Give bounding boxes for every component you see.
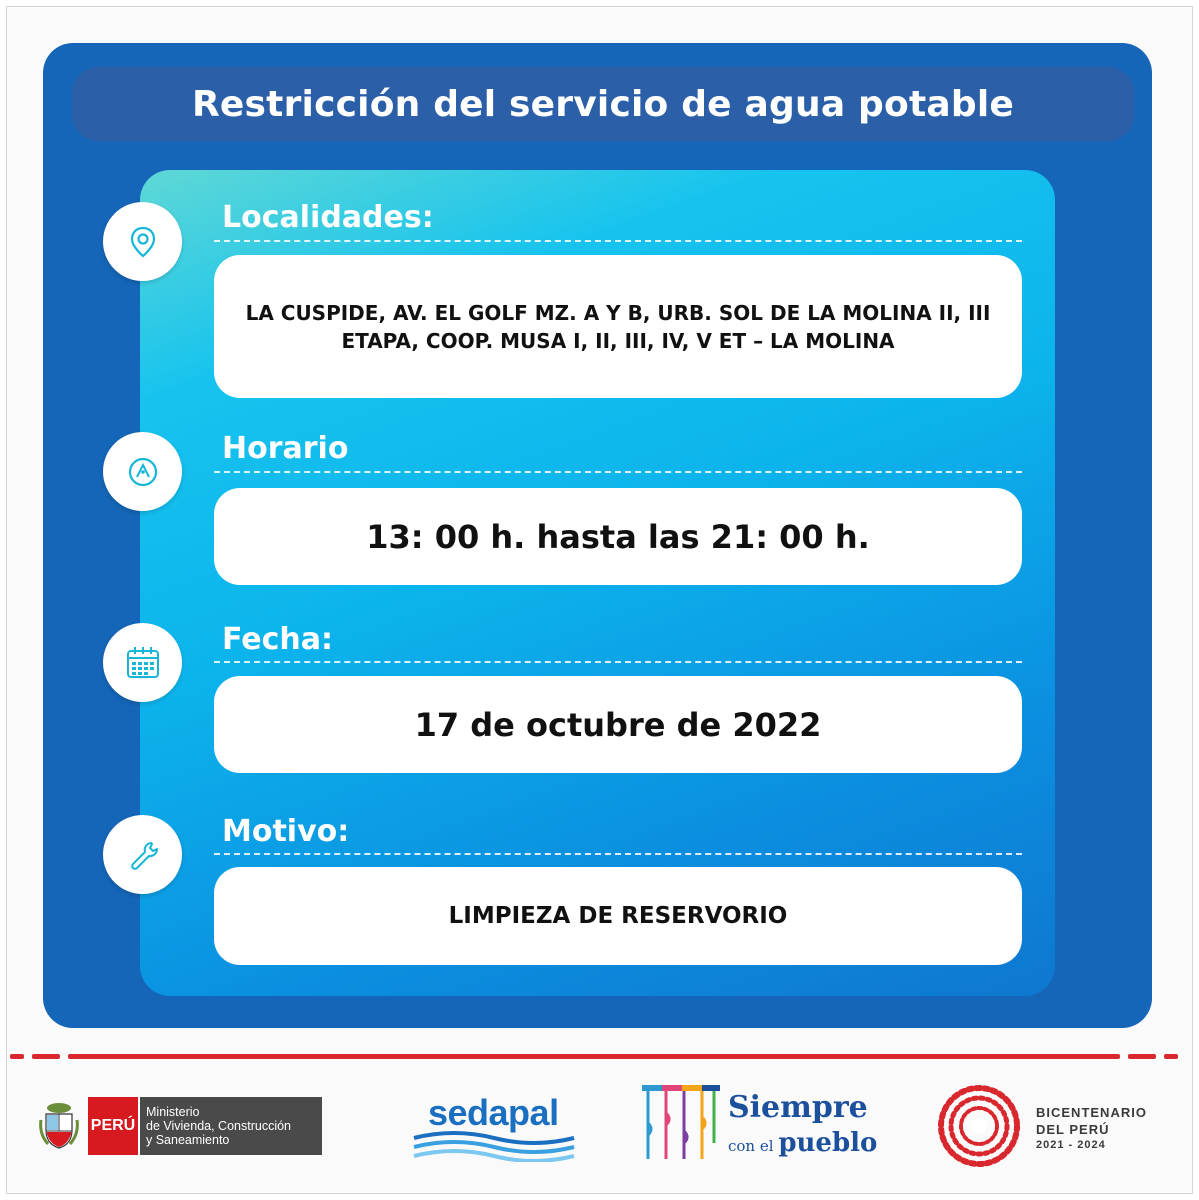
ministry-line-3: y Saneamiento — [146, 1133, 230, 1147]
section-label-horario: Horario — [222, 431, 349, 466]
footer-divider — [1164, 1054, 1178, 1059]
divider — [214, 240, 1022, 242]
clock-icon — [103, 432, 182, 511]
ministry-name — [140, 1097, 322, 1155]
siempre-logo-subtitle — [728, 1128, 877, 1158]
sedapal-waves-icon — [410, 1130, 578, 1162]
bicentenario-line-2: DEL PERÚ — [1036, 1122, 1110, 1137]
coat-of-arms-icon — [38, 1100, 80, 1152]
footer-divider — [68, 1054, 1120, 1059]
bicentenario-line-3: 2021 - 2024 — [1036, 1139, 1106, 1151]
ministry-line-1: Ministerio — [146, 1105, 200, 1119]
section-label-fecha: Fecha: — [222, 622, 334, 657]
divider — [214, 853, 1022, 855]
footer-divider — [32, 1054, 60, 1059]
bicentenario-emblem-icon — [935, 1082, 1023, 1170]
horario-value-box — [214, 488, 1022, 585]
motivo-value-box — [214, 867, 1022, 965]
calendar-icon — [103, 623, 182, 702]
siempre-threads-icon — [640, 1083, 722, 1167]
siempre-logo-title: Siempre — [728, 1090, 868, 1125]
section-label-motivo: Motivo: — [222, 814, 350, 849]
siempre-con-el: con el — [728, 1137, 774, 1155]
ministry-logo — [38, 1097, 334, 1155]
footer-divider — [1128, 1054, 1156, 1059]
divider — [214, 471, 1022, 473]
sedapal-logo-text: sedapal — [428, 1092, 559, 1133]
page-title: Restricción del servicio de agua potable — [192, 83, 1014, 125]
divider — [214, 661, 1022, 663]
localidades-value-box — [214, 255, 1022, 398]
title-bar — [72, 67, 1134, 141]
section-label-localidades: Localidades: — [222, 200, 434, 235]
wrench-icon — [103, 815, 182, 894]
horario-value: 13: 00 h. hasta las 21: 00 h. — [366, 517, 870, 556]
fecha-value-box — [214, 676, 1022, 773]
siempre-pueblo: pueblo — [778, 1128, 878, 1158]
peru-label: PERÚ — [88, 1097, 140, 1155]
location-pin-icon — [103, 202, 182, 281]
motivo-value: LIMPIEZA DE RESERVORIO — [448, 903, 788, 929]
localidades-line-1: LA CUSPIDE, AV. EL GOLF MZ. A Y B, URB. SOL DE LA MOLINA II, III — [245, 300, 991, 325]
footer-divider — [10, 1054, 24, 1059]
ministry-line-2: de Vivienda, Construcción — [146, 1119, 291, 1133]
fecha-value: 17 de octubre de 2022 — [414, 705, 822, 744]
bicentenario-line-1: BICENTENARIO — [1036, 1105, 1147, 1120]
localidades-line-2: ETAPA, COOP. MUSA I, II, III, IV, V ET – LA MOLINA — [341, 328, 895, 353]
